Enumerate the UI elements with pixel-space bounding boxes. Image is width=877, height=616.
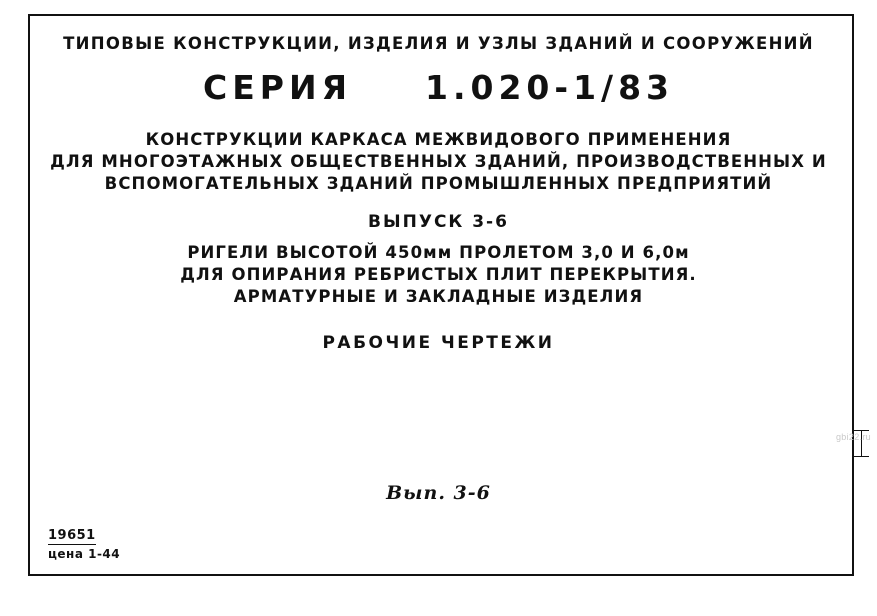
description-line-1: РИГЕЛИ ВЫСОТОЙ 450мм ПРОЛЕТОМ 3,0 И 6,0м xyxy=(187,243,690,262)
working-drawings-label: РАБОЧИЕ ЧЕРТЕЖИ xyxy=(322,333,555,353)
series-title xyxy=(0,68,877,107)
bottom-stamp-block xyxy=(48,524,120,561)
registration-tick-horizontal-top xyxy=(853,430,869,431)
subtitle-line-1: КОНСТРУКЦИИ КАРКАСА МЕЖВИДОВОГО ПРИМЕНЕНИЯ xyxy=(145,130,732,149)
series-label: СЕРИЯ xyxy=(203,68,352,107)
handwritten-issue-note: Вып. 3-6 xyxy=(386,482,491,504)
watermark-text: gbi22.ru xyxy=(836,432,871,442)
registration-tick-horizontal-bottom xyxy=(853,456,869,457)
issue-number: ВЫПУСК 3-6 xyxy=(368,212,509,232)
stamp-number: 19651 xyxy=(48,528,96,543)
subtitle-line-3: ВСПОМОГАТЕЛЬНЫХ ЗДАНИЙ ПРОМЫШЛЕННЫХ ПРЕДПРИЯТИЙ xyxy=(104,174,773,193)
description-line-3: АРМАТУРНЫЕ И ЗАКЛАДНЫЕ ИЗДЕЛИЯ xyxy=(233,287,644,306)
description-line-2: ДЛЯ ОПИРАНИЯ РЕБРИСТЫХ ПЛИТ ПЕРЕКРЫТИЯ. xyxy=(180,265,697,284)
series-number: 1.020-1/83 xyxy=(424,68,674,107)
stamp-price: цена 1-44 xyxy=(48,547,121,561)
subtitle-line-2: ДЛЯ МНОГОЭТАЖНЫХ ОБЩЕСТВЕННЫХ ЗДАНИЙ, ПРОИЗВОДСТВЕННЫХ И xyxy=(50,152,827,171)
document-header-line: ТИПОВЫЕ КОНСТРУКЦИИ, ИЗДЕЛИЯ И УЗЛЫ ЗДАНИЙ И СООРУЖЕНИЙ xyxy=(63,34,814,53)
